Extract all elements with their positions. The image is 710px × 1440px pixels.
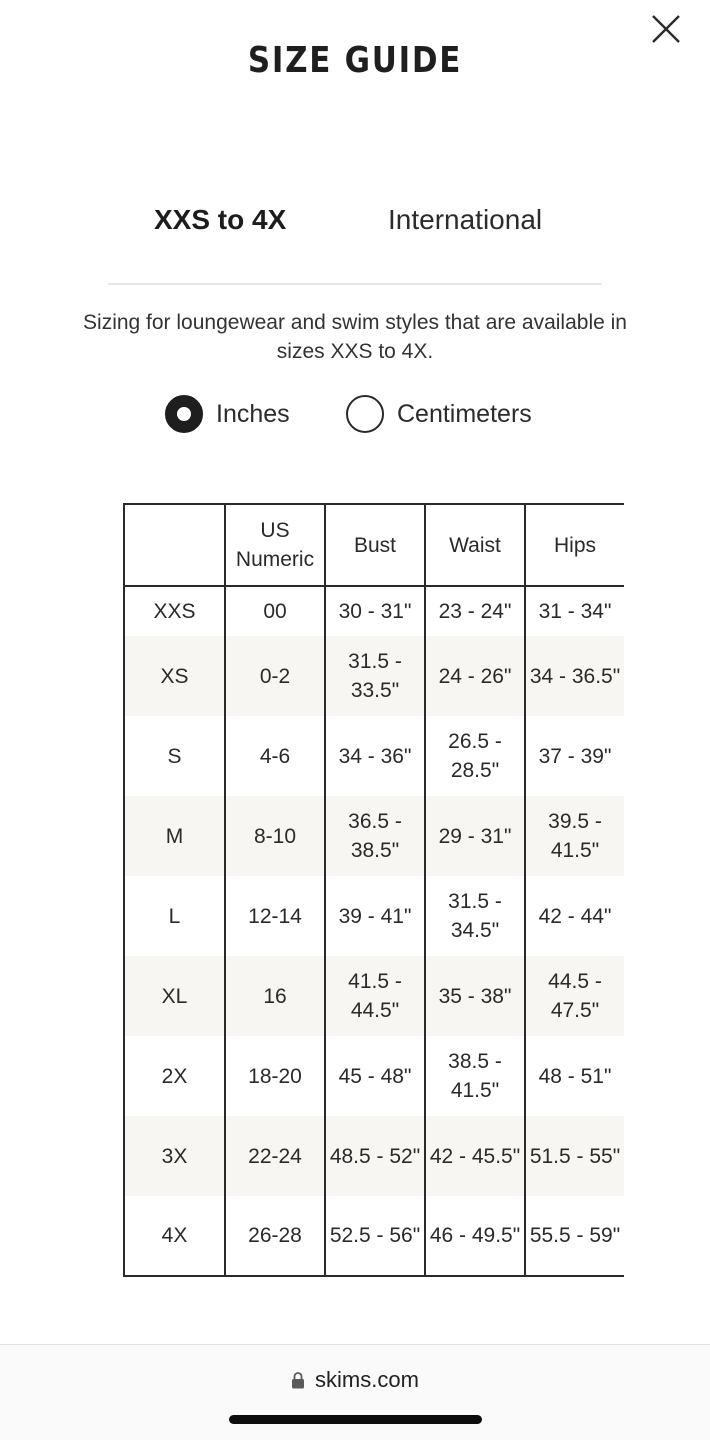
table-cell: 8-10 — [225, 796, 325, 876]
table-row — [124, 876, 624, 956]
size-label-cell: XXS — [124, 586, 225, 636]
unit-option-inches[interactable] — [165, 392, 290, 436]
table-cell: 12-14 — [225, 876, 325, 956]
browser-bar — [0, 1344, 710, 1440]
unit-label-centimeters: Centimeters — [397, 399, 532, 428]
size-tabs — [108, 204, 602, 244]
table-cell: 29 - 31" — [425, 796, 525, 876]
table-cell: 31.5 - 33.5" — [325, 636, 425, 716]
size-label-cell: L — [124, 876, 225, 956]
size-label-cell: 2X — [124, 1036, 225, 1116]
table-cell: 38.5 - 41.5" — [425, 1036, 525, 1116]
table-cell: 23 - 24" — [425, 586, 525, 636]
size-label-cell: XS — [124, 636, 225, 716]
table-cell: 16 — [225, 956, 325, 1036]
unit-option-centimeters[interactable] — [346, 392, 532, 436]
table-cell: 55.5 - 59" — [525, 1196, 624, 1276]
url-text: skims.com — [315, 1367, 419, 1392]
lock-icon — [291, 1371, 305, 1389]
table-cell: 18-20 — [225, 1036, 325, 1116]
size-label-cell: XL — [124, 956, 225, 1036]
table-cell: 31 - 34" — [525, 586, 624, 636]
modal-title: SIZE GUIDE — [247, 40, 463, 81]
table-cell: 34 - 36" — [325, 716, 425, 796]
size-table-container — [123, 503, 623, 1277]
radio-inches[interactable] — [165, 395, 203, 433]
table-row — [124, 716, 624, 796]
table-cell: 52.5 - 56" — [325, 1196, 425, 1276]
table-header-cell: US Numeric — [225, 504, 325, 586]
table-cell: 51.5 - 55" — [525, 1116, 624, 1196]
table-cell: 22-24 — [225, 1116, 325, 1196]
size-label-cell: S — [124, 716, 225, 796]
table-cell: 4-6 — [225, 716, 325, 796]
table-row — [124, 1116, 624, 1196]
table-row — [124, 636, 624, 716]
table-cell: 45 - 48" — [325, 1036, 425, 1116]
table-cell: 26.5 - 28.5" — [425, 716, 525, 796]
unit-label-inches: Inches — [216, 399, 290, 428]
size-label-cell: 3X — [124, 1116, 225, 1196]
table-row — [124, 956, 624, 1036]
table-cell: 46 - 49.5" — [425, 1196, 525, 1276]
table-row — [124, 796, 624, 876]
radio-centimeters[interactable] — [346, 395, 384, 433]
table-cell: 42 - 44" — [525, 876, 624, 956]
table-cell: 48.5 - 52" — [325, 1116, 425, 1196]
table-cell: 42 - 45.5" — [425, 1116, 525, 1196]
table-cell: 0-2 — [225, 636, 325, 716]
table-cell: 48 - 51" — [525, 1036, 624, 1116]
size-table — [123, 503, 624, 1277]
table-header-cell: Waist — [425, 504, 525, 586]
table-header-cell: Hips — [525, 504, 624, 586]
table-row — [124, 586, 624, 636]
table-cell: 00 — [225, 586, 325, 636]
table-cell: 39 - 41" — [325, 876, 425, 956]
table-cell: 31.5 - 34.5" — [425, 876, 525, 956]
table-row — [124, 1036, 624, 1116]
table-header-cell — [124, 504, 225, 586]
home-indicator[interactable] — [229, 1415, 482, 1424]
table-header-row — [124, 504, 624, 586]
table-row — [124, 1196, 624, 1276]
url-display[interactable] — [0, 1367, 710, 1393]
sizing-description: Sizing for loungewear and swim styles that are available in sizes XXS to 4X. — [83, 311, 627, 363]
tab-international[interactable]: International — [388, 204, 543, 235]
table-cell: 35 - 38" — [425, 956, 525, 1036]
table-cell: 41.5 - 44.5" — [325, 956, 425, 1036]
size-label-cell: M — [124, 796, 225, 876]
table-cell: 37 - 39" — [525, 716, 624, 796]
table-cell: 36.5 - 38.5" — [325, 796, 425, 876]
tab-xxs-to-4x[interactable]: XXS to 4X — [154, 204, 287, 235]
table-cell: 30 - 31" — [325, 586, 425, 636]
size-label-cell: 4X — [124, 1196, 225, 1276]
table-cell: 44.5 - 47.5" — [525, 956, 624, 1036]
unit-selector — [0, 392, 710, 436]
tab-divider — [108, 283, 602, 285]
table-cell: 39.5 - 41.5" — [525, 796, 624, 876]
table-cell: 26-28 — [225, 1196, 325, 1276]
table-cell: 34 - 36.5" — [525, 636, 624, 716]
table-header-cell: Bust — [325, 504, 425, 586]
table-cell: 24 - 26" — [425, 636, 525, 716]
